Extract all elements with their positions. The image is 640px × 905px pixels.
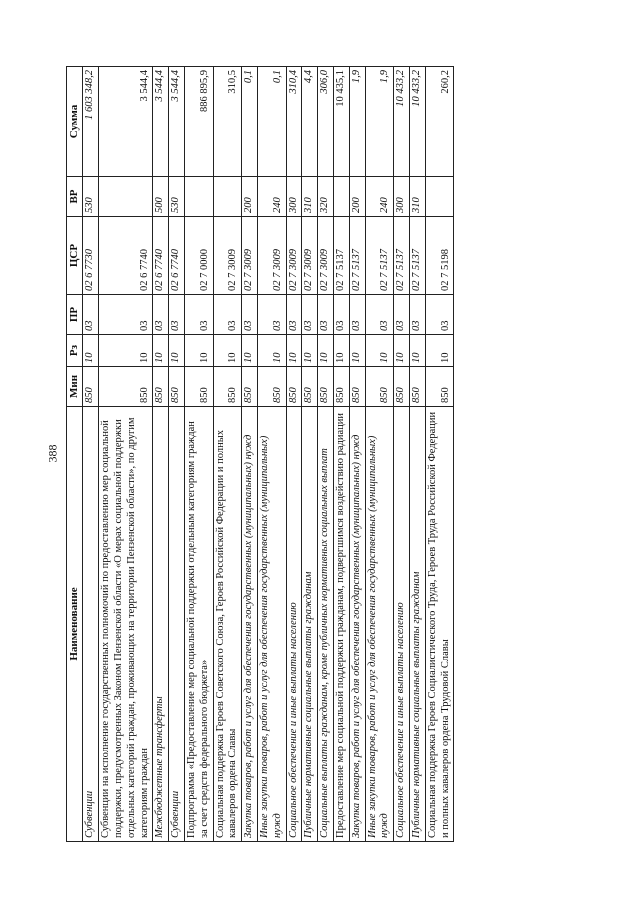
cell-col-min: 850 (153, 367, 169, 407)
cell-col-pr: 03 (394, 295, 410, 335)
cell-col-name: Социальная поддержка Героев Советского Союза, Героев Российской Федерации и полных кавалеров ордена Славы (213, 407, 242, 842)
page-number: 388 (45, 444, 60, 463)
cell-col-rz: 10 (302, 335, 318, 367)
table-row (349, 67, 365, 842)
header-col-min: Мин (67, 367, 83, 407)
table-row (184, 67, 213, 842)
table-row (394, 67, 410, 842)
cell-col-csr: 02 7 3009 (242, 217, 258, 295)
cell-col-csr: 02 7 3009 (318, 217, 334, 295)
cell-col-pr: 03 (318, 295, 334, 335)
header-col-rz: Рз (67, 335, 83, 367)
cell-col-pr: 03 (184, 295, 213, 335)
table-row (169, 67, 185, 842)
cell-col-name: Социальные выплаты гражданам, кроме публичных нормативных социальных выплат (318, 407, 334, 842)
cell-col-vr: 240 (365, 177, 394, 217)
budget-table (66, 66, 454, 842)
cell-col-min: 850 (425, 367, 454, 407)
cell-col-rz: 10 (83, 335, 99, 367)
cell-col-rz: 10 (333, 335, 349, 367)
cell-col-pr: 03 (365, 295, 394, 335)
cell-col-sum: 886 895,9 (184, 67, 213, 177)
cell-col-name: Социальное обеспечение и иные выплаты населению (394, 407, 410, 842)
cell-col-vr: 200 (349, 177, 365, 217)
table-body (83, 67, 454, 842)
cell-col-min: 850 (333, 367, 349, 407)
cell-col-rz: 10 (257, 335, 286, 367)
cell-col-csr: 02 7 3009 (257, 217, 286, 295)
cell-col-pr: 03 (169, 295, 185, 335)
cell-col-name: Предоставление мер социальной поддержки гражданам, подвергшимся воздействию радиации (333, 407, 349, 842)
cell-col-vr: 300 (394, 177, 410, 217)
cell-col-min: 850 (286, 367, 302, 407)
cell-col-csr: 02 7 5137 (365, 217, 394, 295)
cell-col-sum: 10 433,2 (409, 67, 425, 177)
cell-col-csr: 02 6 7740 (153, 217, 169, 295)
cell-col-csr: 02 7 0000 (184, 217, 213, 295)
cell-col-min: 850 (184, 367, 213, 407)
table-row (153, 67, 169, 842)
cell-col-rz: 10 (169, 335, 185, 367)
header-col-vr: ВР (67, 177, 83, 217)
cell-col-pr: 03 (242, 295, 258, 335)
cell-col-min: 850 (169, 367, 185, 407)
cell-col-name: Социальное обеспечение и иные выплаты населению (286, 407, 302, 842)
cell-col-sum: 3 544,4 (153, 67, 169, 177)
cell-col-vr: 320 (318, 177, 334, 217)
cell-col-csr: 02 6 7740 (169, 217, 185, 295)
cell-col-pr: 03 (286, 295, 302, 335)
cell-col-sum: 260,2 (425, 67, 454, 177)
cell-col-pr: 03 (425, 295, 454, 335)
cell-col-sum: 3 544,4 (99, 67, 153, 177)
cell-col-min: 850 (302, 367, 318, 407)
cell-col-rz: 10 (425, 335, 454, 367)
cell-col-csr: 02 7 3009 (213, 217, 242, 295)
cell-col-rz: 10 (242, 335, 258, 367)
cell-col-vr: 240 (257, 177, 286, 217)
cell-col-csr: 02 7 3009 (286, 217, 302, 295)
cell-col-csr: 02 7 5137 (349, 217, 365, 295)
cell-col-rz: 10 (184, 335, 213, 367)
table-row (318, 67, 334, 842)
cell-col-rz: 10 (153, 335, 169, 367)
cell-col-sum: 0,1 (257, 67, 286, 177)
header-col-pr: ПР (67, 295, 83, 335)
header-col-sum: Сумма (67, 67, 83, 177)
cell-col-sum: 4,4 (302, 67, 318, 177)
table-row (286, 67, 302, 842)
cell-col-rz: 10 (318, 335, 334, 367)
cell-col-rz: 10 (99, 335, 153, 367)
table-header-row (67, 67, 83, 842)
cell-col-rz: 10 (213, 335, 242, 367)
cell-col-pr: 03 (99, 295, 153, 335)
cell-col-name: Межбюджетные трансферты (153, 407, 169, 842)
cell-col-min: 850 (213, 367, 242, 407)
table-row (302, 67, 318, 842)
cell-col-sum: 0,1 (242, 67, 258, 177)
cell-col-csr: 02 7 5198 (425, 217, 454, 295)
cell-col-vr: 300 (286, 177, 302, 217)
cell-col-vr (333, 177, 349, 217)
cell-col-name: Субвенции (83, 407, 99, 842)
cell-col-vr: 200 (242, 177, 258, 217)
cell-col-vr: 310 (409, 177, 425, 217)
cell-col-name: Субвенции на исполнение государственных полномочий по предоставлению мер социальной поддержки, предусмотренных Законом Пензенской области «О мерах социальной поддержки отдельных категорий граждан, проживающих на территории Пензенской области», по другим категориям граждан (99, 407, 153, 842)
rotated-table-container (66, 67, 552, 842)
table-row (409, 67, 425, 842)
header-col-csr: ЦСР (67, 217, 83, 295)
cell-col-sum: 1 603 348,2 (83, 67, 99, 177)
cell-col-csr: 02 6 7740 (99, 217, 153, 295)
cell-col-min: 850 (83, 367, 99, 407)
cell-col-min: 850 (99, 367, 153, 407)
cell-col-sum: 310,5 (213, 67, 242, 177)
cell-col-csr: 02 6 7730 (83, 217, 99, 295)
cell-col-csr: 02 7 5137 (394, 217, 410, 295)
cell-col-sum: 3 544,4 (169, 67, 185, 177)
cell-col-pr: 03 (83, 295, 99, 335)
cell-col-pr: 03 (257, 295, 286, 335)
cell-col-vr: 310 (302, 177, 318, 217)
cell-col-pr: 03 (409, 295, 425, 335)
cell-col-min: 850 (409, 367, 425, 407)
cell-col-min: 850 (257, 367, 286, 407)
cell-col-min: 850 (349, 367, 365, 407)
cell-col-rz: 10 (365, 335, 394, 367)
table-row (83, 67, 99, 842)
cell-col-sum: 1,9 (365, 67, 394, 177)
cell-col-rz: 10 (409, 335, 425, 367)
cell-col-sum: 1,9 (349, 67, 365, 177)
cell-col-rz: 10 (349, 335, 365, 367)
table-row (213, 67, 242, 842)
cell-col-name: Субвенции (169, 407, 185, 842)
cell-col-min: 850 (365, 367, 394, 407)
cell-col-rz: 10 (286, 335, 302, 367)
cell-col-rz: 10 (394, 335, 410, 367)
cell-col-min: 850 (318, 367, 334, 407)
cell-col-vr (99, 177, 153, 217)
table-row (257, 67, 286, 842)
cell-col-pr: 03 (153, 295, 169, 335)
table-row (333, 67, 349, 842)
cell-col-sum: 306,0 (318, 67, 334, 177)
cell-col-name: Закупка товаров, работ и услуг для обеспечения государственных (муниципальных) нужд (242, 407, 258, 842)
header-col-name: Наименование (67, 407, 83, 842)
cell-col-name: Публичные нормативные социальные выплаты гражданам (302, 407, 318, 842)
cell-col-name: Иные закупки товаров, работ и услуг для обеспечения государственных (муниципальных) нужд (257, 407, 286, 842)
cell-col-pr: 03 (213, 295, 242, 335)
cell-col-csr: 02 7 3009 (302, 217, 318, 295)
cell-col-vr: 500 (153, 177, 169, 217)
table-row (99, 67, 153, 842)
cell-col-min: 850 (394, 367, 410, 407)
cell-col-csr: 02 7 5137 (333, 217, 349, 295)
cell-col-min: 850 (242, 367, 258, 407)
cell-col-name: Социальная поддержка Героев Социалистического Труда, Героев Труда Российской Федерации и полных кавалеров ордена Трудовой Славы (425, 407, 454, 842)
cell-col-vr (184, 177, 213, 217)
cell-col-name: Подпрограмма «Предоставление мер социальной поддержки отдельным категориям граждан за счет средств федерального бюджета» (184, 407, 213, 842)
cell-col-sum: 10 433,2 (394, 67, 410, 177)
cell-col-vr: 530 (83, 177, 99, 217)
cell-col-pr: 03 (333, 295, 349, 335)
table-row (365, 67, 394, 842)
table-row (242, 67, 258, 842)
cell-col-sum: 310,4 (286, 67, 302, 177)
cell-col-name: Закупка товаров, работ и услуг для обеспечения государственных (муниципальных) нужд (349, 407, 365, 842)
cell-col-vr (425, 177, 454, 217)
cell-col-vr (213, 177, 242, 217)
cell-col-vr: 530 (169, 177, 185, 217)
cell-col-pr: 03 (349, 295, 365, 335)
cell-col-name: Публичные нормативные социальные выплаты гражданам (409, 407, 425, 842)
cell-col-csr: 02 7 5137 (409, 217, 425, 295)
cell-col-sum: 10 435,1 (333, 67, 349, 177)
cell-col-pr: 03 (302, 295, 318, 335)
table-row (425, 67, 454, 842)
cell-col-name: Иные закупки товаров, работ и услуг для обеспечения государственных (муниципальных) нужд (365, 407, 394, 842)
